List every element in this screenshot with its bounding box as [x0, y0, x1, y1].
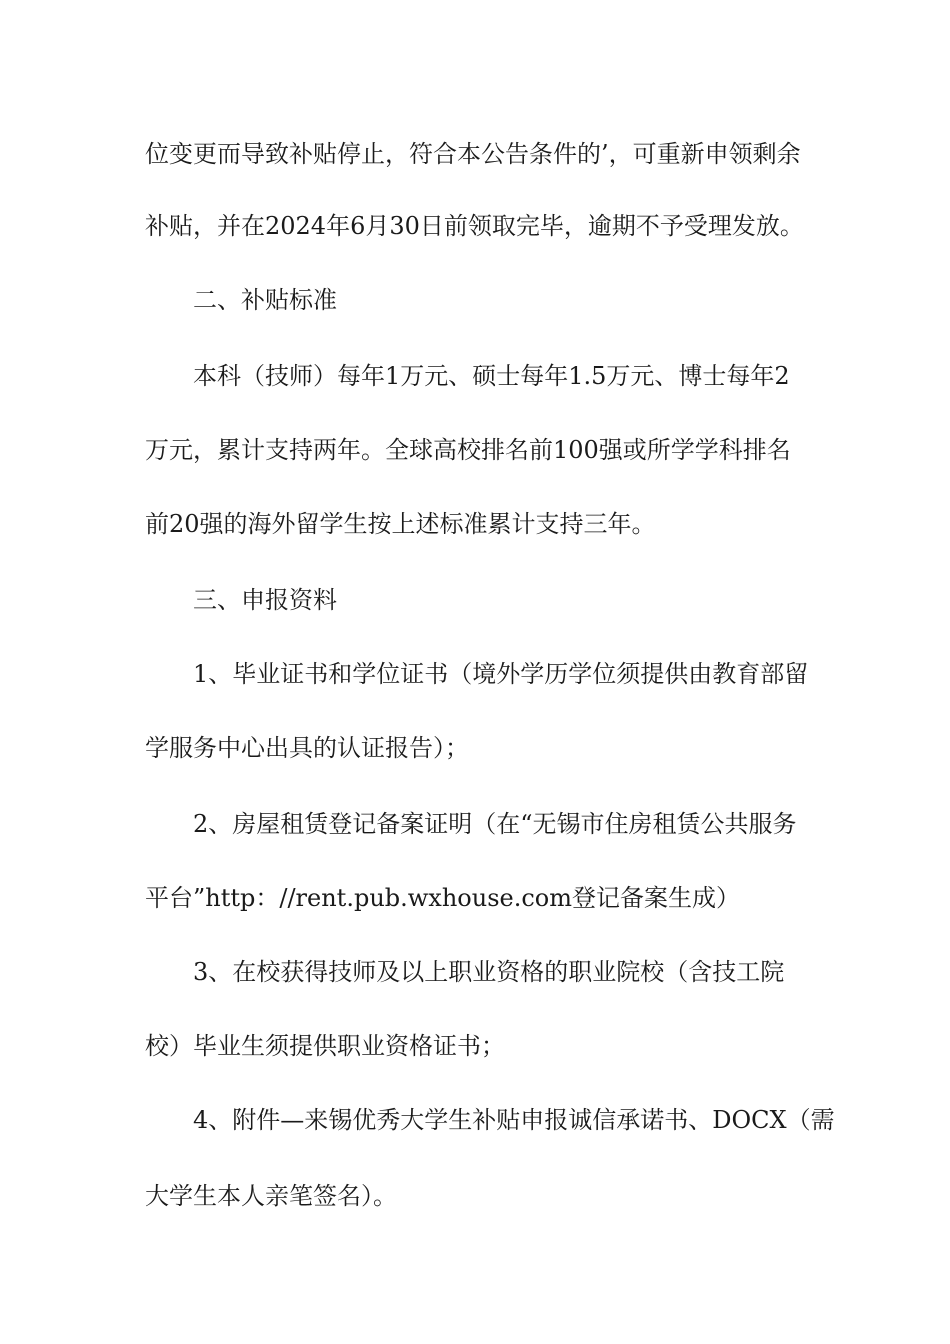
paragraph-line: 万元，累计支持两年。全球高校排名前100强或所学学科排名: [145, 436, 791, 464]
paragraph-line: 补贴，并在2024年6月30日前领取完毕，逾期不予受理发放。: [145, 212, 804, 240]
list-item-line: 平台”http：//rent.pub.wxhouse.com登记备案生成）: [145, 884, 741, 912]
paragraph-line: 位变更而导致补贴停止，符合本公告条件的’，可重新申领剩余: [145, 140, 801, 168]
list-item-line: 4、附件—来锡优秀大学生补贴申报诚信承诺书、DOCX（需: [193, 1106, 835, 1134]
list-item-line: 3、在校获得技师及以上职业资格的职业院校（含技工院: [193, 958, 785, 986]
list-item-line: 2、房屋租赁登记备案证明（在“无锡市住房租赁公共服务: [193, 810, 797, 838]
list-item-line: 学服务中心出具的认证报告）；: [145, 734, 469, 762]
list-item-line: 校）毕业生须提供职业资格证书；: [145, 1032, 505, 1060]
section-heading-subsidy-standard: 二、补贴标准: [193, 286, 337, 314]
list-item-line: 大学生本人亲笔签名）。: [145, 1182, 397, 1210]
section-heading-application-materials: 三、申报资料: [193, 586, 337, 614]
paragraph-line: 前20强的海外留学生按上述标准累计支持三年。: [145, 510, 656, 538]
list-item-line: 1、毕业证书和学位证书（境外学历学位须提供由教育部留: [193, 660, 809, 688]
paragraph-line: 本科（技师）每年1万元、硕士每年1.5万元、博士每年2: [193, 362, 790, 390]
